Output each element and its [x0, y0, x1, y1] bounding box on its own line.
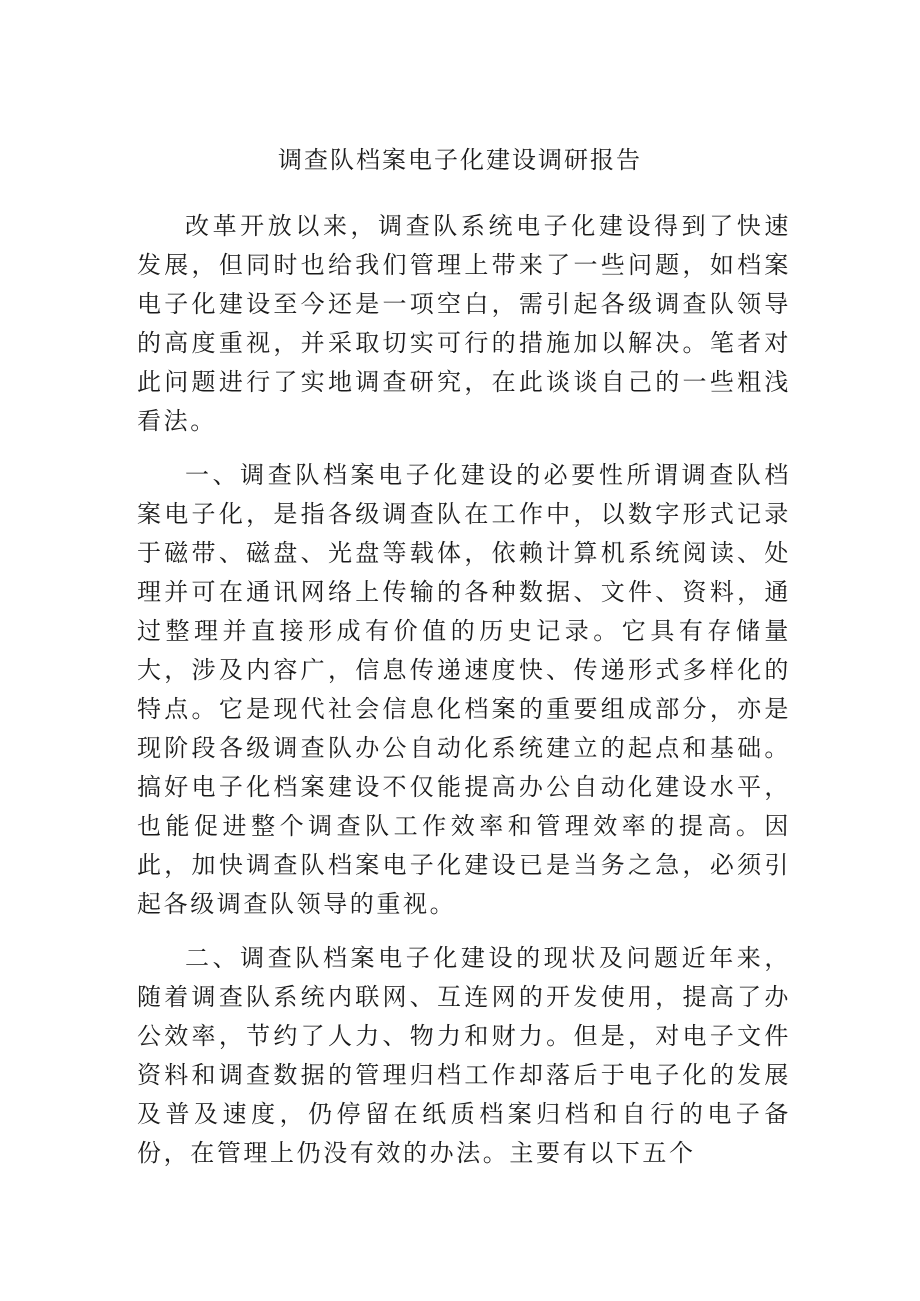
paragraph-section-1: 一、调查队档案电子化建设的必要性所谓调查队档案电子化，是指各级调查队在工作中，以数字形式记录于磁带、磁盘、光盘等载体，依赖计算机系统阅读、处理并可在通讯网络上传输的各种数据、文件、资料，通过整理并直接形成有价值的历史记录。它具有存储量大，涉及内容广，信息传递速度快、传递形式多样化的特点。它是现代社会信息化档案的重要组成部分，亦是现阶段各级调查队办公自动化系统建立的起点和基础。搞好电子化档案建设不仅能提高办公自动化建设水平，也能促进整个调查队工作效率和管理效率的提高。因此，加快调查队档案电子化建设已是当务之急，必须引起各级调查队领导的重视。: [137, 461, 791, 918]
document-body: [137, 207, 791, 1173]
paragraph-intro: 改革开放以来，调查队系统电子化建设得到了快速发展，但同时也给我们管理上带来了一些问题，如档案电子化建设至今还是一项空白，需引起各级调查队领导的高度重视，并采取切实可行的措施加以解决。笔者对此问题进行了实地调查研究，在此谈谈自己的一些粗浅看法。: [137, 212, 791, 435]
paragraph-section-2: 二、调查队档案电子化建设的现状及问题近年来，随着调查队系统内联网、互连网的开发使用，提高了办公效率，节约了人力、物力和财力。但是，对电子文件资料和调查数据的管理归档工作却落后于电子化的发展及普及速度，仍停留在纸质档案归档和自行的电子备份，在管理上仍没有效的办法。主要有以下五个: [137, 944, 791, 1167]
document-title: 调查队档案电子化建设调研报告: [278, 146, 642, 174]
